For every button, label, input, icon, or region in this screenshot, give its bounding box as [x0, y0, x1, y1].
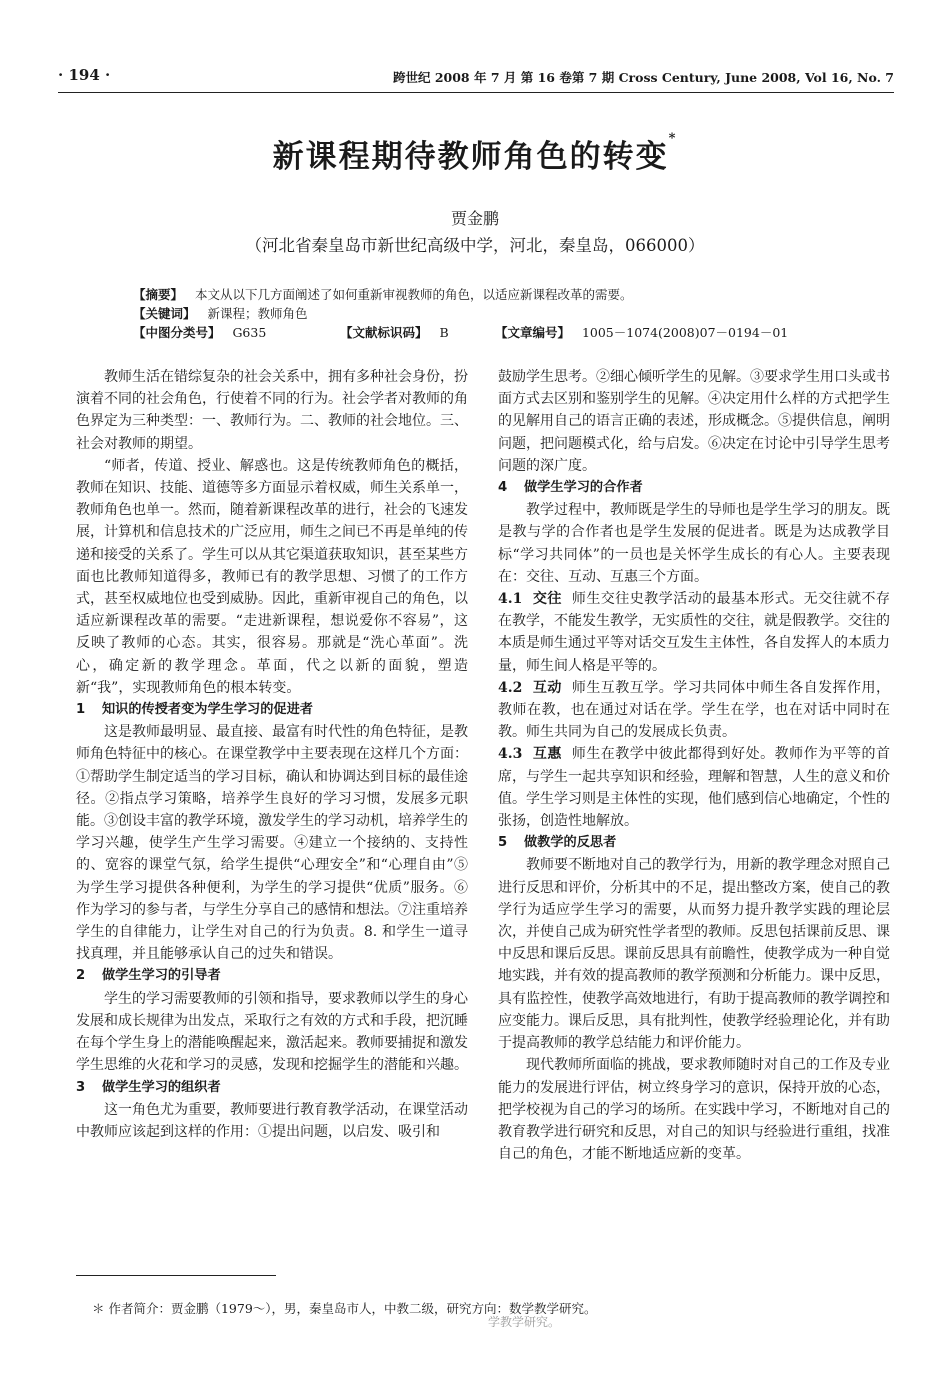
- subsection-text: 师生交往史教学活动的最基本形式。无交往就不存在教学，不能发生教学，无实质性的交往，就是假教学。交往的本质是师生通过平等对话交互发生主体性，各自发挥人的本质力量，师生间人格是平等的。: [498, 591, 891, 674]
- section-heading-5: [498, 832, 890, 854]
- left-column: [76, 366, 468, 1143]
- section-heading-2: [76, 965, 468, 987]
- running-header: [58, 66, 894, 90]
- page-number: · 194 ·: [58, 66, 111, 84]
- section-2-paragraph: 学生的学习需要教师的引领和指导，要求教师以学生的身心发展和成长规律为出发点，采取行之有效的方式和手段，把沉睡在每个学生身上的潜能唤醒起来，激活起来。教师要捕捉和激发学生思维的火花和学习的灵感，发现和挖掘学生的潜能和兴趣。: [76, 990, 468, 1074]
- journal-running-head: 跨世纪 2008 年 7 月 第 16 卷第 7 期 Cross Century, June 2008, Vol 16, No. 7: [392, 70, 894, 85]
- subsection-4-1: [498, 588, 890, 677]
- watermark-text: 学教学研究。: [488, 1315, 561, 1329]
- abstract-label: 【摘要】: [133, 287, 184, 302]
- section-4-paragraph: 教学过程中，教师既是学生的导师也是学生学习的朋友。既是教与学的合作者也是学生发展的促进者。既是为达成教学目标“学习共同体”的一员也是关怀学生成长的有心人。主要表现在：交往、互动、互惠三个方面。: [498, 502, 890, 585]
- section-heading-4: [498, 477, 890, 499]
- article-title: [0, 131, 950, 176]
- section-5-paragraph-2: 现代教师所面临的挑战，要求教师随时对自己的工作及专业能力的发展进行评估，树立终身学习的意识，保持开放的心态，把学校视为自己的学习的场所。在实践中学习，不断地对自己的教育教学进行研究和反思，对自己的知识与经验进行重组，找准自己的角色，才能不断地适应新的变革。: [498, 1057, 890, 1163]
- abstract: [133, 285, 632, 303]
- footnote-divider: [76, 1275, 276, 1276]
- section-number: 5: [498, 835, 508, 851]
- subsection-4-2: [498, 677, 890, 744]
- author-footnote: ＊ 作者简介：贾金鹏（1979～），男，秦皇岛市人，中教二级，研究方向：数学教学研究。: [92, 1301, 597, 1316]
- subsection-heading: 交往: [532, 591, 562, 608]
- article-no-label: 【文章编号】: [495, 325, 571, 340]
- section-number: 1: [76, 702, 86, 718]
- subsection-text: 师生互教互学。学习共同体中师生各自发挥作用，教师在教，也在通过对话在学。学生在学，也在对话中同时在教。师生共同为自己的发展成长负责。: [498, 679, 891, 741]
- keywords-text: 新课程；教师角色: [207, 306, 308, 321]
- article-no-cell: [495, 323, 788, 341]
- subsection-text: 师生在教学中彼此都得到好处。教师作为平等的首席，与学生一起共享知识和经验，理解和智慧，人生的意义和价值。学生学习则是主体性的实现，他们感到信心地确定，个性的张扬，创造性地解放。: [498, 746, 891, 830]
- section-heading-1: [76, 699, 468, 721]
- section-number: 2: [76, 968, 86, 984]
- classification-row: [133, 323, 813, 341]
- doc-code-label: 【文献标识码】: [340, 325, 428, 340]
- subsection-4-3: [498, 743, 890, 832]
- header-divider: [58, 92, 894, 93]
- title-footnote-mark: *: [668, 131, 678, 146]
- author-name: 贾金鹏: [450, 209, 499, 228]
- subsection-heading: 互动: [532, 679, 562, 696]
- abstract-text: 本文从以下几方面阐述了如何重新审视教师的角色，以适应新课程改革的需要。: [194, 287, 633, 302]
- doc-code-cell: [340, 323, 449, 341]
- clc-value: G635: [232, 325, 267, 340]
- section-heading-3: [76, 1077, 468, 1099]
- section-number: 3: [76, 1079, 86, 1095]
- section-1-paragraph: 这是教师最明显、最直接、最富有时代性的角色特征，是教师角色特征中的核心。在课堂教学中主要表现在这样几个方面：①帮助学生制定适当的学习目标，确认和协调达到目标的最佳途径。②指点学习策略，培养学生良好的学习习惯，发展多元职能。③创设丰富的教学环境，激发学生的学习动机，培养学生的学习兴趣，使学生产生学习需要。④建立一个接纳的、支持性的、宽容的课堂气氛，给学生提供“心理安全”和“心理自由”⑤为学生学习提供各种便利，为学生的学习提供“优质”服务。⑥作为学习的参与者，与学生分享自己的感情和想法。⑦注重培养学生的自律能力，让学生对自己的行为负责。8. 和学生一道寻找真理，并且能够承认自己的过失和错误。: [76, 724, 468, 963]
- clc-label: 【中图分类号】: [133, 325, 221, 340]
- clc-cell: [133, 323, 266, 341]
- subsection-number: 4.2: [498, 679, 523, 696]
- section-3-paragraph: 这一角色尤为重要，教师要进行教育教学活动，在课堂活动中教师应该起到这样的作用：①提出问题，以启发、吸引和: [76, 1101, 468, 1140]
- right-column: [498, 366, 890, 1165]
- section-title: 做学生学习的引导者: [102, 968, 221, 984]
- section-title: 做学生学习的合作者: [524, 480, 643, 496]
- author-affiliation: （河北省秦皇岛市新世纪高级中学，河北，秦皇岛，066000）: [245, 236, 705, 255]
- subsection-heading: 互惠: [532, 746, 562, 763]
- section-title: 做教学的反思者: [524, 835, 617, 851]
- subsection-number: 4.1: [498, 591, 523, 608]
- intro-paragraph-1: 教师生活在错综复杂的社会关系中，拥有多种社会身份，扮演着不同的社会角色，行使着不同的行为。社会学者对教师的角色界定为三种类型：一、教师行为。二、教师的社会地位。三、社会对教师的期望。: [76, 369, 468, 452]
- section-3-continuation: 鼓励学生思考。②细心倾听学生的见解。③要求学生用口头或书面方式去区别和鉴别学生的见解。④决定用什么样的方式把学生的见解用自己的语言正确的表述，形成概念。⑤提供信息，阐明问题，把问题模式化，给与启发。⑥决定在讨论中引导学生思考问题的深广度。: [498, 369, 890, 474]
- section-5-paragraph-1: 教师要不断地对自己的教学行为，用新的教学理念对照自己进行反思和评价，分析其中的不足，提出整改方案，使自己的教学行为适应学生学习的需要，从而努力提升教学实践的理论层次，并使自己成为研究性学者型的教师。反思包括课前反思、课中反思和课后反思。课前反思具有前瞻性，使教学成为一种自觉地实践，并有效的提高教师的教学预测和分析能力。课中反思，具有监控性，使教学高效地进行，有助于提高教师的教学调控和应变能力。课后反思，具有批判性，使教学经验理论化，并有助于提高教师的教学总结能力和评价能力。: [498, 857, 890, 1052]
- doc-code-value: B: [439, 325, 449, 340]
- keywords: [133, 304, 307, 322]
- keywords-label: 【关键词】: [133, 306, 196, 321]
- intro-paragraph-2: “师者，传道、授业、解惑也。这是传统教师角色的概括，教师在知识、技能、道德等多方面显示着权威，师生关系单一，教师角色也单一。然而，随着新课程改革的进行，社会的飞速发展，计算机和信息技术的广泛应用，师生之间已不再是单纯的传递和接受的关系了。学生可以从其它渠道获取知识，甚至某些方面也比教师知道得多，教师已有的教学思想、习惯了的工作方式，甚至权威地位也受到威胁。因此，重新审视自己的角色，以适应新课程改革的需要。“走进新课程，想说爱你不容易”，这反映了教师的心态。其实，很容易。那就是“洗心革面”。洗心，确定新的教学理念。革面，代之以新的面貌，塑造新“我”，实现教师角色的根本转变。: [76, 457, 468, 696]
- subsection-number: 4.3: [498, 746, 523, 763]
- article-no-value: 1005－1074(2008)07－0194－01: [581, 325, 789, 340]
- article-title-text: 新课程期待教师角色的转变: [272, 139, 669, 175]
- section-title: 做学生学习的组织者: [102, 1079, 221, 1095]
- section-title: 知识的传授者变为学生学习的促进者: [102, 702, 313, 718]
- section-number: 4: [498, 480, 508, 496]
